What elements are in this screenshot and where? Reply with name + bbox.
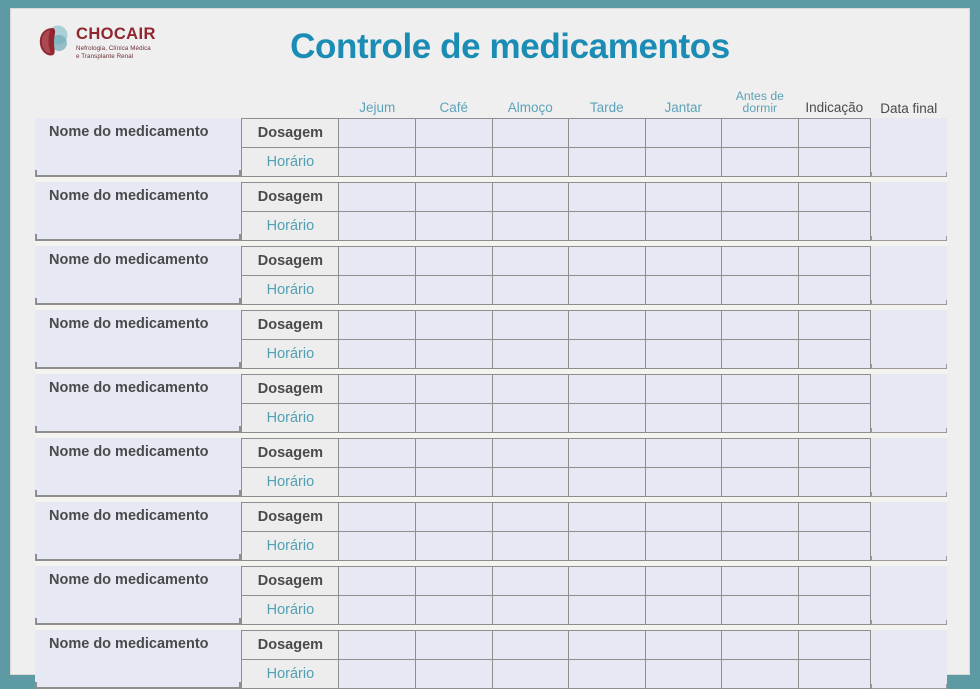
schedule-slot-cell[interactable]: [569, 275, 646, 304]
data-final-cell[interactable]: [870, 531, 947, 560]
medication-name-field[interactable]: [35, 118, 242, 176]
medication-name-label: Nome do medicamento: [49, 252, 209, 269]
dosage-slot-cell[interactable]: [492, 182, 569, 211]
schedule-label: Horário: [242, 531, 339, 560]
schedule-slot-cell[interactable]: [722, 403, 799, 432]
indicacao-cell[interactable]: [798, 182, 870, 211]
indicacao-cell[interactable]: [798, 438, 870, 467]
medication-name-label: Nome do medicamento: [49, 572, 209, 589]
schedule-slot-cell[interactable]: [722, 211, 799, 240]
dosage-label: Dosagem: [242, 438, 339, 467]
indicacao-cell[interactable]: [798, 630, 870, 659]
dosage-slot-cell[interactable]: [492, 118, 569, 147]
column-header-cafe: Café: [439, 100, 469, 116]
schedule-slot-cell[interactable]: [416, 403, 493, 432]
schedule-slot-cell[interactable]: [492, 275, 569, 304]
schedule-slot-cell[interactable]: [339, 467, 416, 496]
dosage-slot-cell[interactable]: [645, 310, 722, 339]
dosage-slot-cell[interactable]: [569, 502, 646, 531]
medication-name-field[interactable]: [35, 438, 242, 496]
dosage-slot-cell[interactable]: [339, 246, 416, 275]
dosage-slot-cell[interactable]: [339, 310, 416, 339]
column-header-data-final: Data final: [880, 100, 938, 116]
data-final-cell[interactable]: [870, 566, 947, 595]
indicacao-cell[interactable]: [798, 246, 870, 275]
dosage-slot-cell[interactable]: [416, 118, 493, 147]
dosage-slot-cell[interactable]: [416, 566, 493, 595]
schedule-slot-cell[interactable]: [722, 531, 799, 560]
data-final-cell[interactable]: [870, 659, 947, 688]
dosage-label: Dosagem: [242, 374, 339, 403]
schedule-slot-cell[interactable]: [339, 403, 416, 432]
dosage-slot-cell[interactable]: [339, 118, 416, 147]
dosage-slot-cell[interactable]: [722, 118, 799, 147]
schedule-label: Horário: [242, 147, 339, 176]
schedule-slot-cell[interactable]: [492, 531, 569, 560]
indicacao-cell[interactable]: [798, 467, 870, 496]
table-row: [35, 310, 947, 339]
schedule-slot-cell[interactable]: [569, 467, 646, 496]
dosage-slot-cell[interactable]: [416, 246, 493, 275]
schedule-label: Horário: [242, 659, 339, 688]
medication-name-label: Nome do medicamento: [49, 316, 209, 333]
dosage-slot-cell[interactable]: [492, 374, 569, 403]
dosage-slot-cell[interactable]: [645, 182, 722, 211]
dosage-slot-cell[interactable]: [569, 310, 646, 339]
schedule-slot-cell[interactable]: [416, 147, 493, 176]
logo-tagline-line-2: e Transplante Renal: [76, 53, 134, 61]
schedule-slot-cell[interactable]: [569, 659, 646, 688]
schedule-slot-cell[interactable]: [645, 595, 722, 624]
medication-name-field[interactable]: [35, 630, 242, 688]
table-row: [35, 182, 947, 211]
medication-name-label: Nome do medicamento: [49, 508, 209, 525]
dosage-slot-cell[interactable]: [339, 630, 416, 659]
data-final-cell[interactable]: [870, 403, 947, 432]
dosage-slot-cell[interactable]: [416, 374, 493, 403]
indicacao-cell[interactable]: [798, 211, 870, 240]
schedule-label: Horário: [242, 595, 339, 624]
dosage-slot-cell[interactable]: [416, 310, 493, 339]
indicacao-cell[interactable]: [798, 339, 870, 368]
schedule-label: Horário: [242, 339, 339, 368]
data-final-cell[interactable]: [870, 438, 947, 467]
schedule-slot-cell[interactable]: [492, 659, 569, 688]
indicacao-cell[interactable]: [798, 502, 870, 531]
table-header-row: [35, 91, 947, 118]
column-header-jantar: Jantar: [664, 100, 703, 116]
schedule-slot-cell[interactable]: [645, 339, 722, 368]
dosage-slot-cell[interactable]: [645, 438, 722, 467]
schedule-slot-cell[interactable]: [416, 659, 493, 688]
medication-name-field[interactable]: [35, 566, 242, 624]
medication-name-field[interactable]: [35, 374, 242, 432]
table-row: [35, 566, 947, 595]
dosage-slot-cell[interactable]: [645, 502, 722, 531]
dosage-slot-cell[interactable]: [569, 182, 646, 211]
data-final-cell[interactable]: [870, 630, 947, 659]
schedule-slot-cell[interactable]: [569, 147, 646, 176]
column-header-tarde: Tarde: [589, 100, 624, 116]
dosage-slot-cell[interactable]: [722, 374, 799, 403]
schedule-slot-cell[interactable]: [416, 211, 493, 240]
schedule-slot-cell[interactable]: [492, 211, 569, 240]
medication-table-wrap: [35, 91, 947, 689]
indicacao-cell[interactable]: [798, 659, 870, 688]
dosage-label: Dosagem: [242, 310, 339, 339]
schedule-slot-cell[interactable]: [569, 531, 646, 560]
column-header-jejum: Jejum: [359, 100, 396, 116]
schedule-label: Horário: [242, 467, 339, 496]
schedule-slot-cell[interactable]: [645, 403, 722, 432]
medication-name-label: Nome do medicamento: [49, 380, 209, 397]
medication-name-label: Nome do medicamento: [49, 636, 209, 653]
table-row: [35, 438, 947, 467]
data-final-cell[interactable]: [870, 374, 947, 403]
header-dose-spacer: [242, 91, 339, 118]
dosage-label: Dosagem: [242, 182, 339, 211]
dosage-label: Dosagem: [242, 630, 339, 659]
indicacao-cell[interactable]: [798, 118, 870, 147]
dosage-slot-cell[interactable]: [339, 374, 416, 403]
table-row: [35, 118, 947, 147]
table-row: [35, 502, 947, 531]
dosage-slot-cell[interactable]: [645, 118, 722, 147]
schedule-label: Horário: [242, 275, 339, 304]
dosage-slot-cell[interactable]: [416, 630, 493, 659]
header-name-spacer: [35, 91, 242, 118]
schedule-slot-cell[interactable]: [492, 339, 569, 368]
medication-name-field[interactable]: [35, 310, 242, 368]
medication-name-label: Nome do medicamento: [49, 188, 209, 205]
data-final-cell[interactable]: [870, 211, 947, 240]
data-final-cell[interactable]: [870, 182, 947, 211]
schedule-slot-cell[interactable]: [645, 467, 722, 496]
dosage-slot-cell[interactable]: [569, 374, 646, 403]
dosage-slot-cell[interactable]: [722, 310, 799, 339]
schedule-slot-cell[interactable]: [569, 595, 646, 624]
dosage-slot-cell[interactable]: [339, 566, 416, 595]
medication-name-label: Nome do medicamento: [49, 124, 209, 141]
dosage-slot-cell[interactable]: [569, 246, 646, 275]
schedule-slot-cell[interactable]: [569, 211, 646, 240]
schedule-slot-cell[interactable]: [339, 659, 416, 688]
printable-form-page: [10, 8, 970, 682]
dosage-slot-cell[interactable]: [645, 246, 722, 275]
indicacao-cell[interactable]: [798, 374, 870, 403]
schedule-slot-cell[interactable]: [645, 275, 722, 304]
dosage-slot-cell[interactable]: [722, 438, 799, 467]
medication-name-label: Nome do medicamento: [49, 444, 209, 461]
indicacao-cell[interactable]: [798, 310, 870, 339]
schedule-slot-cell[interactable]: [339, 595, 416, 624]
logo-name: CHOCAIR: [76, 25, 156, 43]
schedule-slot-cell[interactable]: [722, 147, 799, 176]
schedule-slot-cell[interactable]: [492, 467, 569, 496]
data-final-cell[interactable]: [870, 147, 947, 176]
dosage-slot-cell[interactable]: [492, 502, 569, 531]
indicacao-cell[interactable]: [798, 531, 870, 560]
dosage-slot-cell[interactable]: [569, 118, 646, 147]
schedule-slot-cell[interactable]: [645, 531, 722, 560]
dosage-slot-cell[interactable]: [492, 310, 569, 339]
dosage-slot-cell[interactable]: [492, 438, 569, 467]
dosage-slot-cell[interactable]: [722, 182, 799, 211]
dosage-label: Dosagem: [242, 502, 339, 531]
data-final-cell[interactable]: [870, 339, 947, 368]
schedule-slot-cell[interactable]: [339, 147, 416, 176]
data-final-cell[interactable]: [870, 118, 947, 147]
dosage-slot-cell[interactable]: [722, 246, 799, 275]
column-header-antes-de-dormir: Antes de dormir: [735, 89, 784, 115]
logo-tagline-line-1: Nefrologia, Clínica Médica: [76, 44, 151, 52]
schedule-slot-cell[interactable]: [492, 147, 569, 176]
dosage-slot-cell[interactable]: [722, 502, 799, 531]
medication-table: [35, 91, 947, 689]
dosage-slot-cell[interactable]: [645, 566, 722, 595]
medication-rows: [35, 118, 947, 688]
dosage-slot-cell[interactable]: [339, 502, 416, 531]
schedule-slot-cell[interactable]: [339, 339, 416, 368]
dosage-slot-cell[interactable]: [416, 182, 493, 211]
dosage-slot-cell[interactable]: [492, 246, 569, 275]
medication-name-field[interactable]: [35, 182, 242, 240]
indicacao-cell[interactable]: [798, 595, 870, 624]
schedule-slot-cell[interactable]: [722, 595, 799, 624]
table-row: [35, 630, 947, 659]
data-final-cell[interactable]: [870, 246, 947, 275]
indicacao-cell[interactable]: [798, 275, 870, 304]
schedule-slot-cell[interactable]: [416, 595, 493, 624]
dosage-slot-cell[interactable]: [569, 630, 646, 659]
indicacao-cell[interactable]: [798, 147, 870, 176]
data-final-cell[interactable]: [870, 467, 947, 496]
schedule-slot-cell[interactable]: [339, 275, 416, 304]
dosage-slot-cell[interactable]: [492, 566, 569, 595]
schedule-slot-cell[interactable]: [339, 531, 416, 560]
data-final-cell[interactable]: [870, 502, 947, 531]
schedule-slot-cell[interactable]: [492, 403, 569, 432]
schedule-slot-cell[interactable]: [416, 467, 493, 496]
schedule-slot-cell[interactable]: [569, 339, 646, 368]
schedule-slot-cell[interactable]: [645, 147, 722, 176]
data-final-cell[interactable]: [870, 310, 947, 339]
schedule-slot-cell[interactable]: [645, 211, 722, 240]
dosage-slot-cell[interactable]: [722, 566, 799, 595]
schedule-slot-cell[interactable]: [722, 275, 799, 304]
schedule-slot-cell[interactable]: [492, 595, 569, 624]
schedule-slot-cell[interactable]: [569, 403, 646, 432]
column-header-indicacao: Indicação: [805, 100, 864, 116]
dosage-slot-cell[interactable]: [645, 374, 722, 403]
data-final-cell[interactable]: [870, 595, 947, 624]
schedule-slot-cell[interactable]: [722, 659, 799, 688]
schedule-slot-cell[interactable]: [339, 211, 416, 240]
dosage-slot-cell[interactable]: [569, 566, 646, 595]
medication-name-field[interactable]: [35, 502, 242, 560]
schedule-slot-cell[interactable]: [416, 531, 493, 560]
dosage-slot-cell[interactable]: [339, 438, 416, 467]
schedule-slot-cell[interactable]: [722, 467, 799, 496]
column-header-almoco: Almoço: [507, 100, 553, 116]
schedule-slot-cell[interactable]: [645, 659, 722, 688]
page-title: Controle de medicamentos: [290, 27, 730, 66]
dosage-label: Dosagem: [242, 566, 339, 595]
schedule-slot-cell[interactable]: [416, 275, 493, 304]
medication-name-field[interactable]: [35, 246, 242, 304]
dosage-slot-cell[interactable]: [416, 438, 493, 467]
indicacao-cell[interactable]: [798, 566, 870, 595]
schedule-slot-cell[interactable]: [416, 339, 493, 368]
indicacao-cell[interactable]: [798, 403, 870, 432]
dosage-slot-cell[interactable]: [416, 502, 493, 531]
dosage-label: Dosagem: [242, 246, 339, 275]
dosage-label: Dosagem: [242, 118, 339, 147]
schedule-slot-cell[interactable]: [722, 339, 799, 368]
dosage-slot-cell[interactable]: [569, 438, 646, 467]
dosage-slot-cell[interactable]: [339, 182, 416, 211]
table-row: [35, 374, 947, 403]
data-final-cell[interactable]: [870, 275, 947, 304]
schedule-label: Horário: [242, 211, 339, 240]
dosage-slot-cell[interactable]: [645, 630, 722, 659]
dosage-slot-cell[interactable]: [492, 630, 569, 659]
table-row: [35, 246, 947, 275]
schedule-label: Horário: [242, 403, 339, 432]
dosage-slot-cell[interactable]: [722, 630, 799, 659]
form-header: [11, 9, 969, 87]
